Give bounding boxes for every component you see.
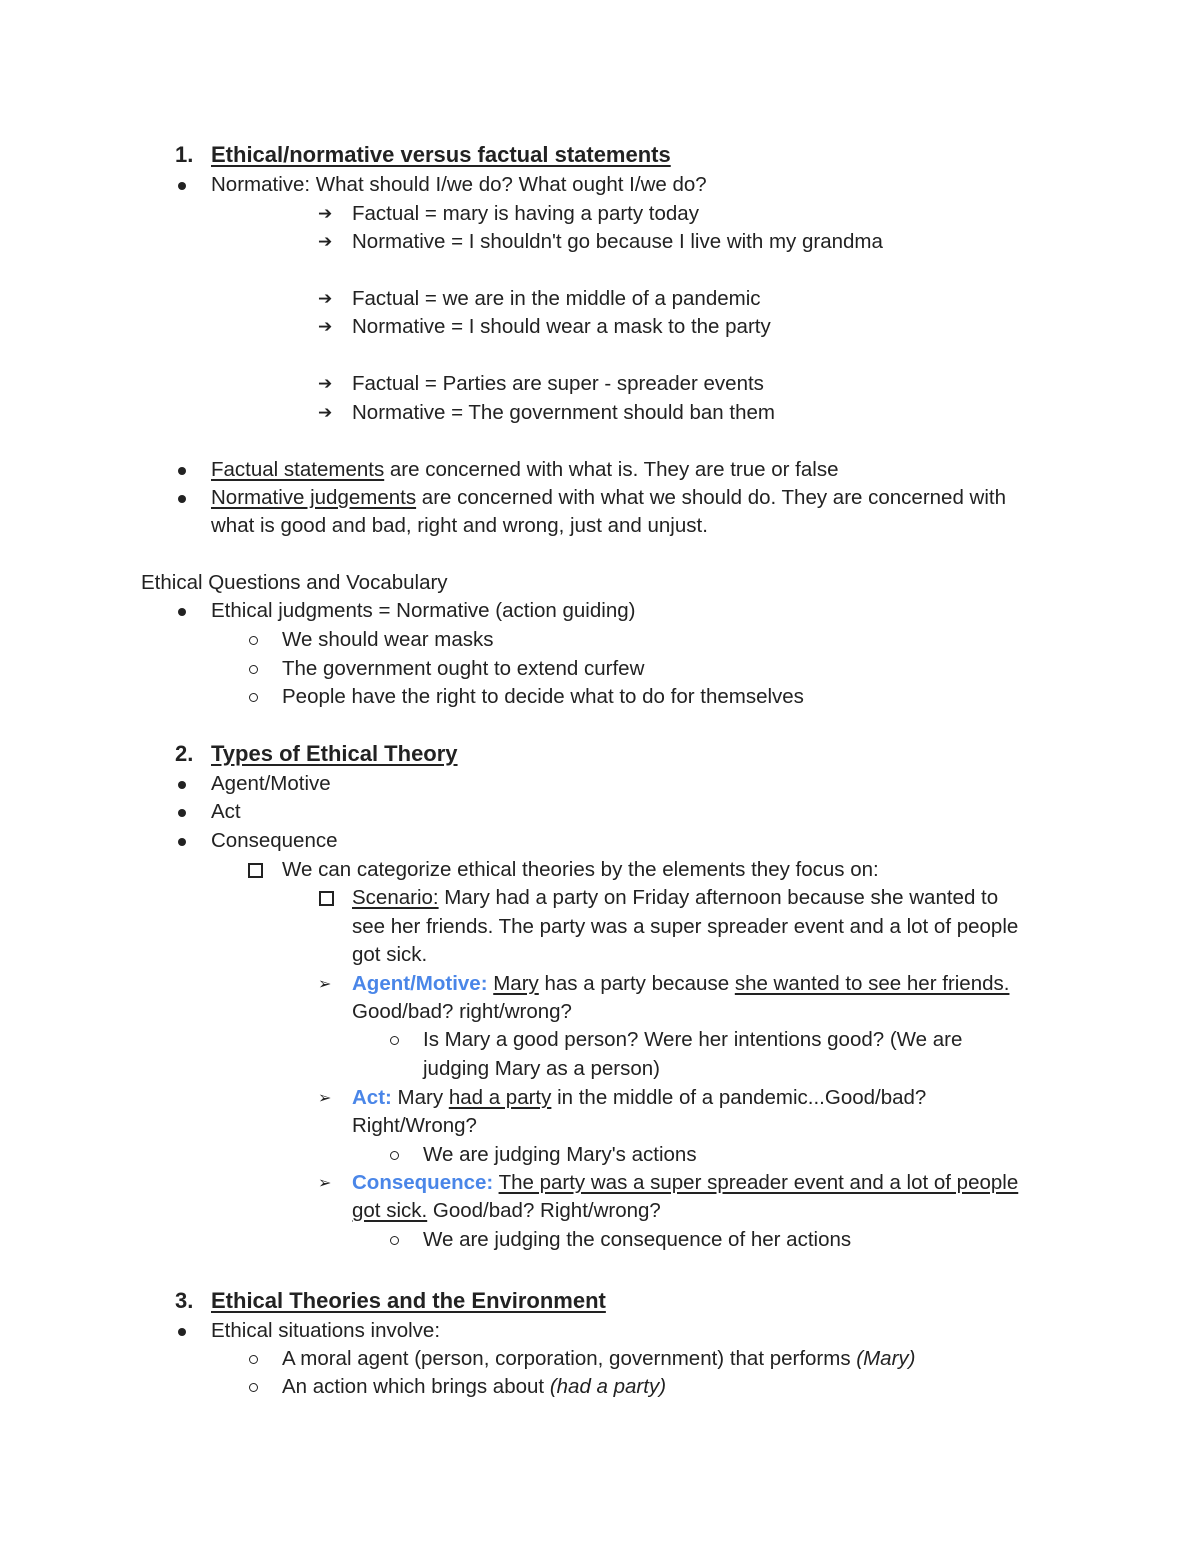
item-text — [282, 1345, 916, 1373]
checkbox-square-icon — [319, 891, 334, 906]
item-main: An action which brings about — [282, 1375, 550, 1398]
scenario-text — [352, 884, 998, 912]
consequence-line — [352, 1197, 661, 1225]
item-text: We are judging the consequence of her actions — [423, 1228, 852, 1251]
scenario-label: Scenario: — [352, 886, 439, 909]
heading-text: Ethical Questions and Vocabulary — [141, 571, 448, 594]
circle-bullet-icon — [390, 1036, 399, 1045]
bullet-text: Normative: What should I/we do? What ought I/we do? — [211, 173, 707, 196]
act-text — [352, 1084, 926, 1112]
item-text: The government ought to extend curfew — [282, 657, 645, 680]
bullet-icon — [178, 495, 186, 503]
act-label: Act: — [352, 1086, 392, 1109]
circle-bullet-icon — [390, 1236, 399, 1245]
item-italic: (Mary) — [856, 1347, 916, 1370]
item-main: A moral agent (person, corporation, government) that performs — [282, 1347, 857, 1370]
item-text: judging Mary as a person) — [423, 1057, 661, 1080]
item-text: We are judging Mary's actions — [423, 1143, 697, 1166]
example-text: Factual = mary is having a party today — [352, 202, 699, 225]
bullet-icon — [178, 182, 186, 190]
agent-reason: she wanted to see her friends. — [734, 972, 1010, 995]
scenario-line: Mary had a party on Friday afternoon because she wanted to — [438, 886, 999, 909]
section-title: Types of Ethical Theory — [211, 741, 458, 766]
arrow-icon: ➔ — [318, 374, 333, 394]
bullet-text — [211, 456, 838, 484]
consequence-underlined: The party was a super spreader event and a lot of people — [498, 1171, 1019, 1194]
example-text: Factual = Parties are super - spreader events — [352, 372, 764, 395]
arrowhead-icon: ➢ — [318, 974, 332, 993]
example-text: Normative = I shouldn't go because I live with my grandma — [352, 230, 883, 253]
circle-bullet-icon — [249, 665, 258, 674]
term-underlined: Normative judgements — [211, 486, 417, 509]
bullet-icon — [178, 467, 186, 475]
bullet-icon — [178, 838, 186, 846]
consequence-label: Consequence: — [352, 1171, 494, 1194]
arrowhead-icon: ➢ — [318, 1088, 332, 1107]
bullet-text: what is good and bad, right and wrong, just and unjust. — [211, 514, 708, 537]
circle-bullet-icon — [390, 1151, 399, 1160]
arrow-icon: ➔ — [318, 289, 333, 309]
agent-line: Good/bad? right/wrong? — [352, 1000, 572, 1023]
bullet-icon — [178, 608, 186, 616]
arrow-icon: ➔ — [318, 317, 333, 337]
arrow-icon: ➔ — [318, 204, 333, 224]
consequence-text — [352, 1169, 1018, 1197]
checkbox-square-icon — [248, 863, 263, 878]
act-line: Right/Wrong? — [352, 1114, 477, 1137]
section-number: 2. — [175, 741, 194, 766]
term-description: are concerned with what we should do. They are concerned with — [416, 486, 1006, 509]
section-number: 1. — [175, 142, 194, 167]
section-title: Ethical Theories and the Environment — [211, 1288, 606, 1313]
bullet-text: Ethical judgments = Normative (action guiding) — [211, 599, 636, 622]
agent-mid: has a party because — [538, 972, 735, 995]
bullet-icon — [178, 781, 186, 789]
circle-bullet-icon — [249, 693, 258, 702]
bullet-icon — [178, 1328, 186, 1336]
item-text: People have the right to decide what to do for themselves — [282, 685, 804, 708]
consequence-rest: Good/bad? Right/wrong? — [427, 1199, 661, 1222]
bullet-icon — [178, 809, 186, 817]
arrow-icon: ➔ — [318, 232, 333, 252]
item-text — [282, 1373, 666, 1401]
example-text: Normative = I should wear a mask to the party — [352, 315, 771, 338]
scenario-line: see her friends. The party was a super spreader event and a lot of people — [352, 915, 1019, 938]
arrowhead-icon: ➢ — [318, 1173, 332, 1192]
term-description: are concerned with what is. They are true or false — [384, 458, 839, 481]
example-text: Factual = we are in the middle of a pandemic — [352, 287, 761, 310]
agent-name: Mary — [493, 972, 539, 995]
agent-text — [352, 970, 1009, 998]
item-text: Is Mary a good person? Were her intentions good? (We are — [423, 1028, 963, 1051]
circle-bullet-icon — [249, 1355, 258, 1364]
circle-bullet-icon — [249, 636, 258, 645]
item-text: We can categorize ethical theories by the elements they focus on: — [282, 858, 879, 881]
consequence-underlined: got sick. — [352, 1199, 428, 1222]
act-underlined: had a party — [448, 1086, 552, 1109]
example-text: Normative = The government should ban them — [352, 401, 775, 424]
bullet-text: Consequence — [211, 829, 338, 852]
scenario-line: got sick. — [352, 943, 428, 966]
agent-label: Agent/Motive: — [352, 972, 488, 995]
section-number: 3. — [175, 1288, 194, 1313]
arrow-icon: ➔ — [318, 403, 333, 423]
section-title: Ethical/normative versus factual statements — [211, 142, 671, 167]
term-underlined: Factual statements — [211, 458, 385, 481]
bullet-text — [211, 484, 1006, 512]
item-italic: (had a party) — [549, 1375, 667, 1398]
bullet-text: Act — [211, 800, 241, 823]
act-rest: in the middle of a pandemic...Good/bad? — [551, 1086, 927, 1109]
circle-bullet-icon — [249, 1383, 258, 1392]
bullet-text: Ethical situations involve: — [211, 1319, 441, 1342]
bullet-text: Agent/Motive — [211, 772, 331, 795]
act-pre: Mary — [391, 1086, 449, 1109]
item-text: We should wear masks — [282, 628, 494, 651]
